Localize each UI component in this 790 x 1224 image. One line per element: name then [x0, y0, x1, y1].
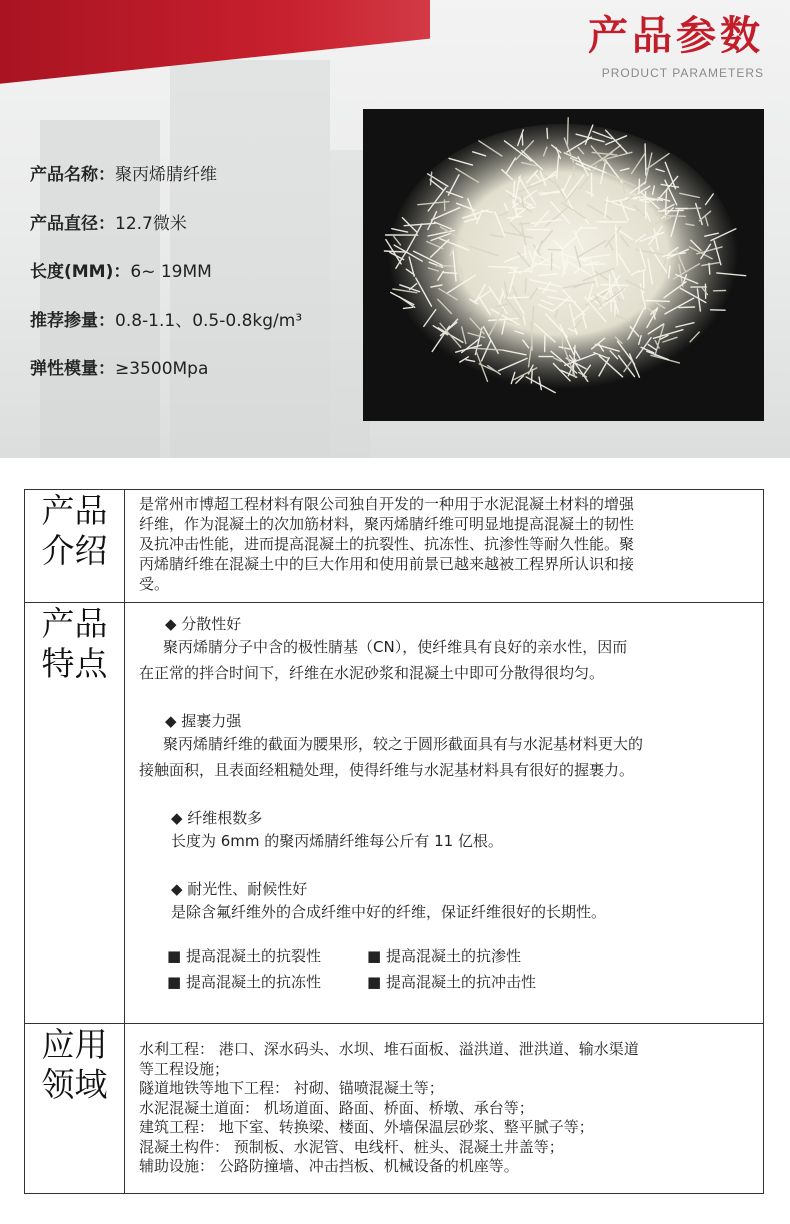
application-line: 辅助设施： 公路防撞墙、冲击挡板、机械设备的机座等。 — [139, 1157, 519, 1176]
fiber-strand — [709, 263, 710, 274]
applications-row — [25, 1024, 764, 1194]
heading-line: 介绍 — [41, 531, 108, 570]
application-line: 等工程设施； — [139, 1059, 230, 1078]
fiber-strand — [679, 307, 695, 308]
application-line: 建筑工程： 地下室、转换梁、楼面、外墙保温层砂浆、整平腻子等； — [139, 1118, 594, 1137]
benefit-item: ■ 提高混凝土的抗冲击性 — [367, 973, 536, 991]
spec-value: ≥3500Mpa — [115, 359, 209, 379]
spec-value: 6~ 19MM — [130, 262, 212, 282]
feature-text: 聚丙烯腈分子中含的极性腈基（CN），使纤维具有良好的亲水性，因而 — [163, 638, 628, 656]
applications-heading — [25, 1024, 125, 1194]
feature-text: 是除含氟纤维外的合成纤维中好的纤维，保证纤维很好的长期性。 — [171, 903, 607, 921]
spec-item — [30, 257, 302, 306]
heading-line: 领域 — [41, 1065, 108, 1104]
application-line: 隧道地铁等地下工程： 衬砌、锚喷混凝土等； — [139, 1079, 444, 1098]
product-info-table — [24, 489, 764, 1194]
feature-title: ◆ 握裹力强 — [165, 712, 242, 730]
product-parameters-banner — [0, 0, 790, 458]
intro-line: 纤维，作为混凝土的次加筋材料，聚丙烯腈纤维可明显地提高混凝土的韧性 — [139, 515, 635, 533]
intro-line: 受。 — [139, 575, 170, 593]
fiber-strand — [562, 332, 563, 349]
fiber-strand — [525, 278, 526, 292]
intro-text — [125, 490, 764, 603]
features-heading — [25, 603, 125, 1024]
applications-text — [125, 1024, 764, 1194]
fiber-strand — [547, 128, 548, 138]
fiber-strand — [508, 297, 529, 298]
fiber-strand — [489, 267, 518, 268]
spec-item — [30, 209, 302, 258]
spec-value: 12.7微米 — [115, 213, 187, 234]
fiber-product-photo — [363, 109, 764, 421]
feature-text: 接触面积，且表面经粗糙处理，使得纤维与水泥基材料具有很好的握裹力。 — [139, 761, 635, 779]
intro-row — [25, 490, 764, 603]
features-row — [25, 603, 764, 1024]
fiber-strand — [548, 249, 561, 250]
spec-list — [30, 160, 302, 403]
section-title: 产品参数 — [588, 13, 764, 59]
section-subtitle: PRODUCT PARAMETERS — [601, 66, 764, 80]
heading-line: 应用 — [41, 1025, 108, 1064]
spec-value: 聚丙烯腈纤维 — [115, 165, 217, 185]
features-text — [125, 603, 764, 1024]
spec-item — [30, 306, 302, 355]
section-divider — [0, 458, 790, 490]
spec-label: 产品直径： — [30, 213, 115, 234]
fiber-strand — [539, 193, 559, 194]
heading-line: 特点 — [41, 644, 108, 683]
spec-label: 产品名称： — [30, 165, 115, 185]
fiber-strand — [616, 225, 617, 241]
benefit-item: ■ 提高混凝土的抗裂性 — [167, 947, 321, 965]
fiber-strand — [531, 322, 532, 350]
spec-label: 长度(MM)： — [30, 262, 131, 282]
fiber-strand — [645, 144, 646, 175]
feature-text: 在正常的拌合时间下，纤维在水泥砂浆和混凝土中即可分散得很均匀。 — [139, 664, 605, 682]
fiber-strand — [646, 301, 669, 302]
fiber-strand — [531, 370, 532, 383]
heading-line: 产品 — [41, 491, 108, 530]
fiber-strand — [522, 134, 523, 145]
feature-title: ◆ 分散性好 — [165, 615, 242, 633]
intro-line: 及抗冲击性能，进而提高混凝土的抗裂性、抗冻性、抗渗性等耐久性能。聚 — [139, 535, 635, 553]
feature-text: 长度为 6mm 的聚丙烯腈纤维每公斤有 11 亿根。 — [171, 832, 503, 850]
benefit-item: ■ 提高混凝土的抗冻性 — [167, 973, 321, 991]
spec-label: 弹性模量： — [30, 359, 115, 379]
application-line: 混凝土构件： 预制板、水泥管、电线杆、桩头、混凝土井盖等； — [139, 1137, 564, 1156]
fiber-strand — [639, 179, 640, 192]
application-line: 水利工程： 港口、深水码头、水坝、堆石面板、溢洪道、泄洪道、输水渠道 — [139, 1040, 639, 1059]
intro-line: 是常州市博超工程材料有限公司独自开发的一种用于水泥混凝土材料的增强 — [139, 495, 635, 513]
spec-label: 推荐掺量： — [30, 310, 115, 331]
feature-title: ◆ 纤维根数多 — [171, 809, 263, 827]
fiber-strand — [567, 118, 568, 146]
fiber-pile-image — [363, 109, 764, 421]
spec-value: 0.8-1.1、0.5-0.8kg/m³ — [115, 310, 303, 331]
intro-heading — [25, 490, 125, 603]
feature-text: 聚丙烯腈纤维的截面为腰果形，较之于圆形截面具有与水泥基材料更大的 — [163, 735, 644, 753]
spec-item — [30, 354, 302, 403]
benefit-list — [139, 943, 749, 995]
fiber-strand — [609, 275, 610, 299]
heading-line: 产品 — [41, 604, 108, 643]
feature-title: ◆ 耐光性、耐候性好 — [171, 880, 308, 898]
application-line: 水泥混凝土道面： 机场道面、路面、桥面、桥墩、承台等； — [139, 1098, 534, 1117]
fiber-strand — [444, 273, 457, 274]
intro-line: 丙烯腈纤维在混凝土中的巨大作用和使用前景已越来越被工程界所认识和接 — [139, 555, 635, 573]
spec-item — [30, 160, 302, 209]
benefit-item: ■ 提高混凝土的抗渗性 — [367, 947, 521, 965]
fiber-strand — [657, 215, 686, 216]
